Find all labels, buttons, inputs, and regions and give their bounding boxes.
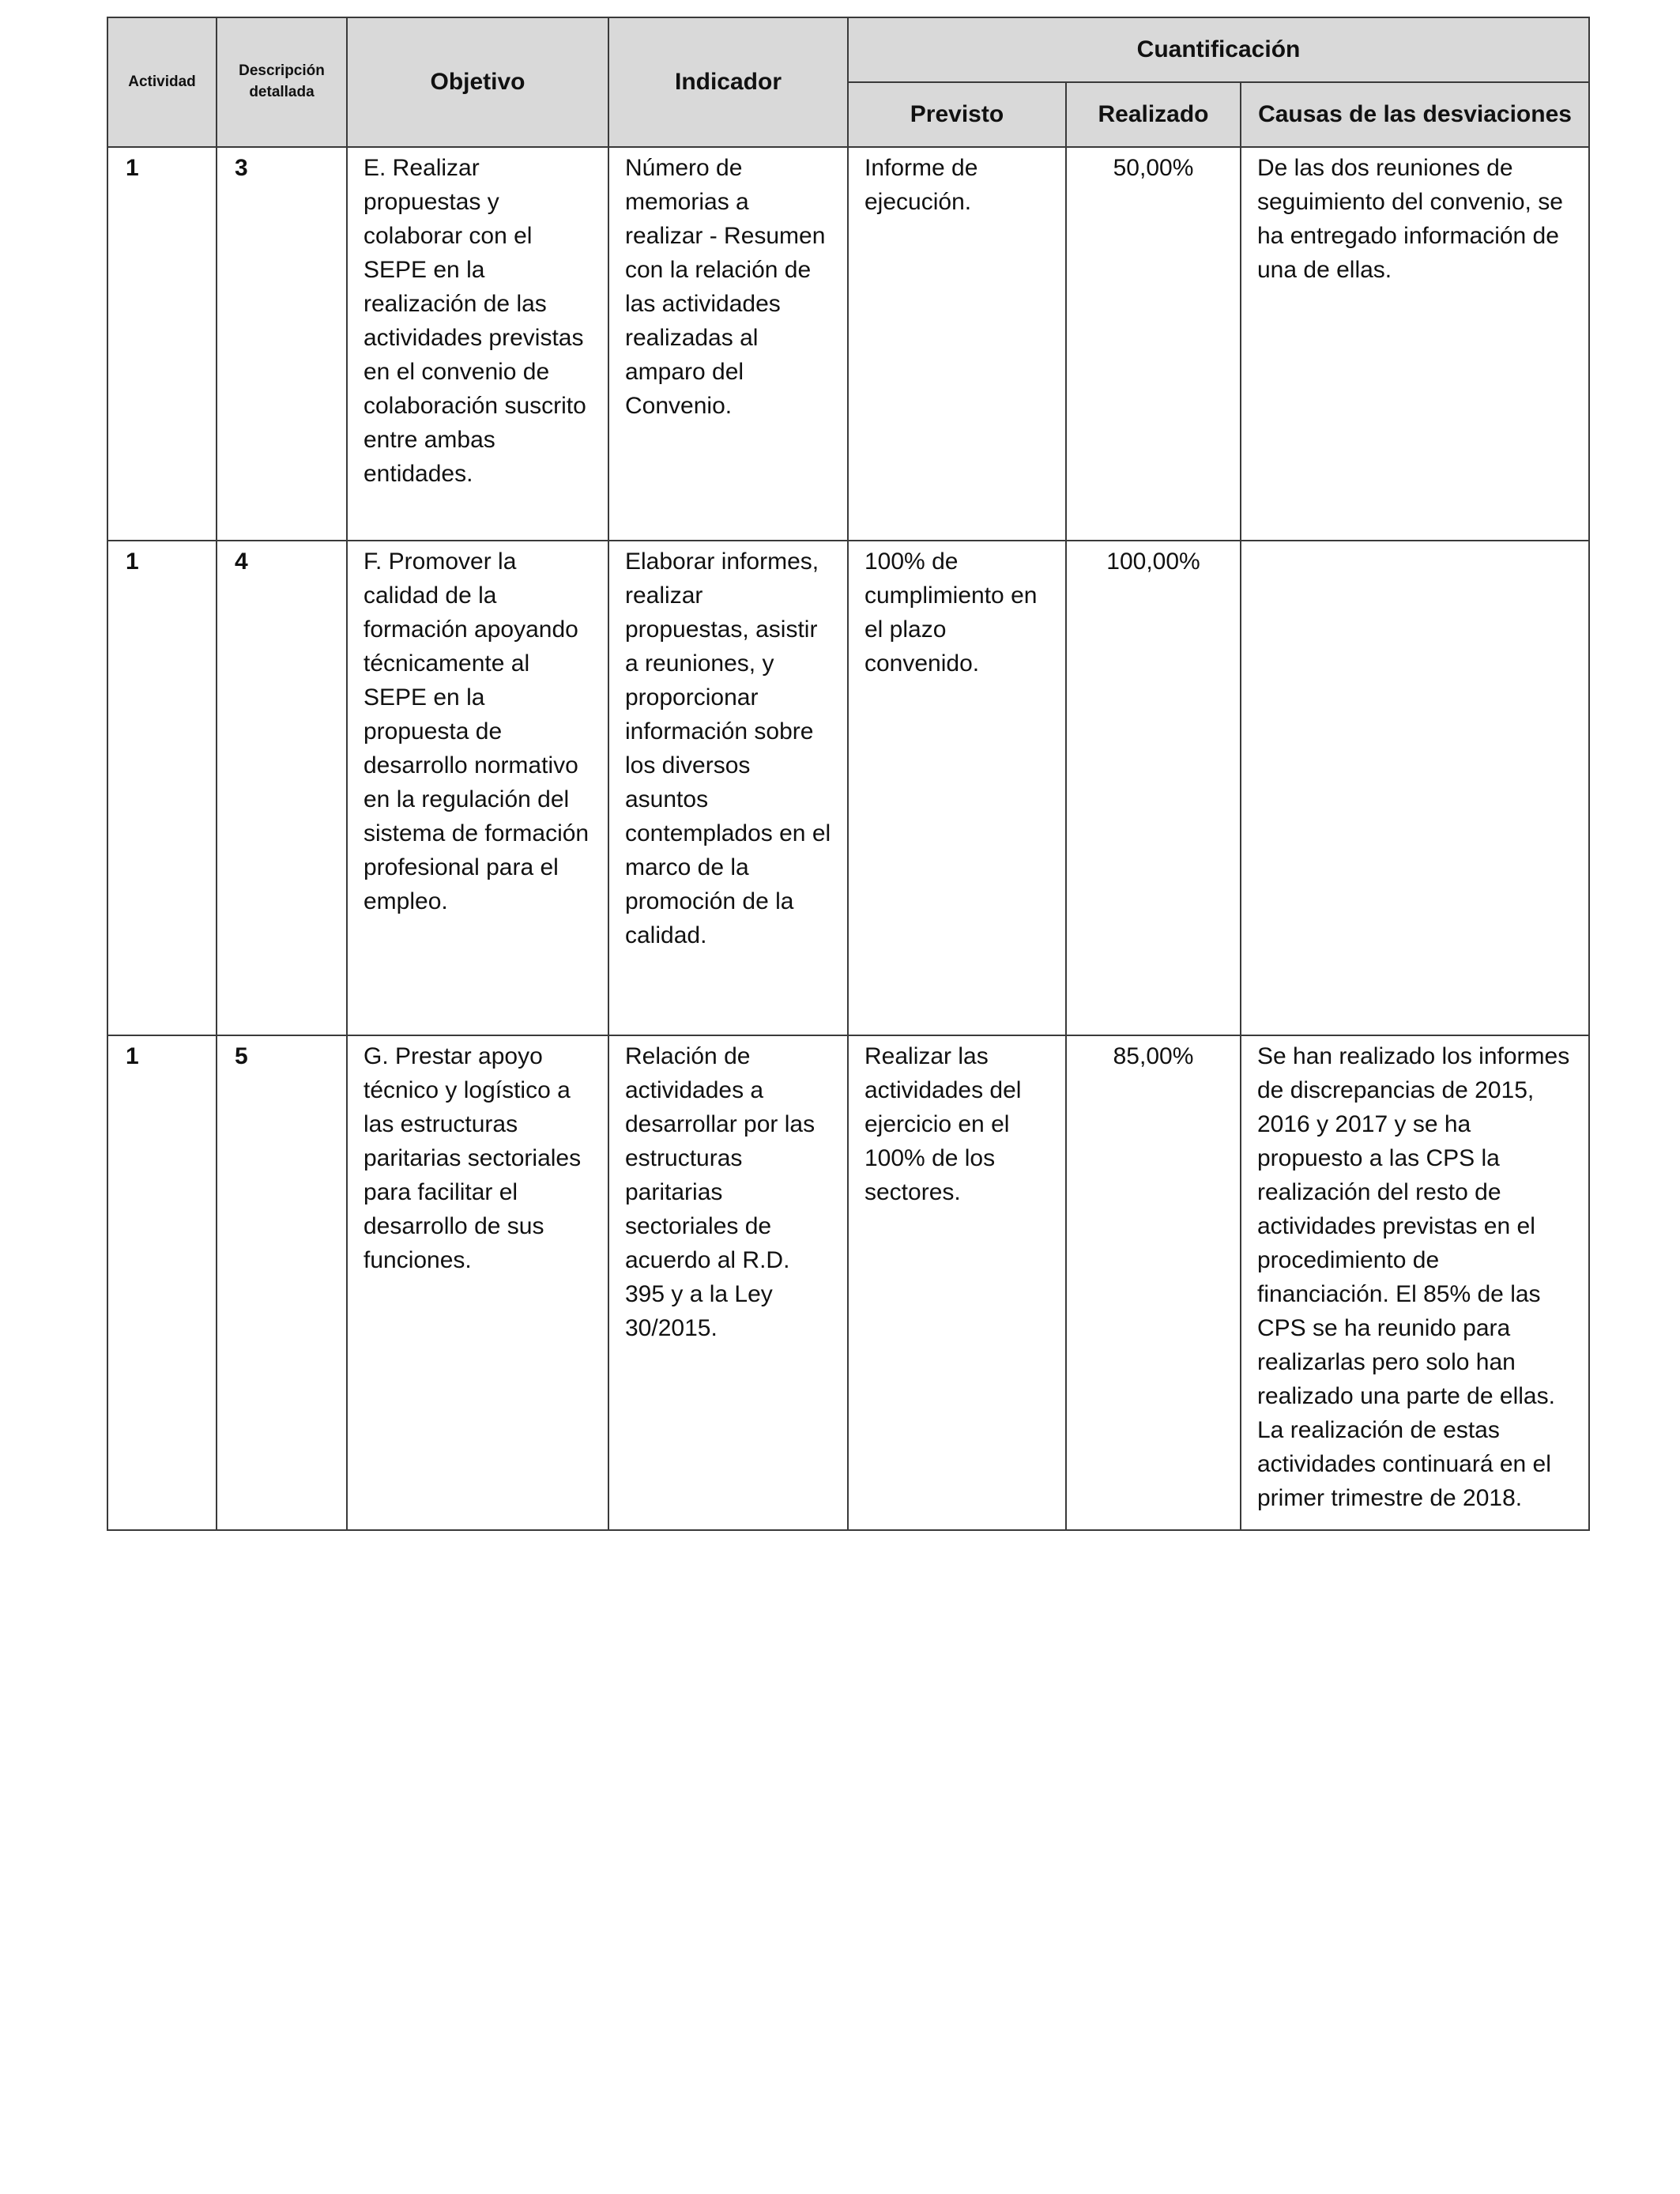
table-row — [107, 541, 1589, 1035]
cell-actividad: 1 — [107, 147, 217, 541]
cell-indicador: Elaborar informes, realizar propuestas, asistir a reuniones, y proporcionar información sobre los diversos asuntos contemplados en el marco de la promoción de la calidad. — [608, 541, 848, 1035]
cell-descripcion: 5 — [217, 1035, 347, 1530]
cell-previsto: Realizar las actividades del ejercicio en el 100% de los sectores. — [848, 1035, 1066, 1530]
table-row — [107, 1035, 1589, 1530]
cell-descripcion: 3 — [217, 147, 347, 541]
cell-causas: Se han realizado los informes de discrepancias de 2015, 2016 y 2017 y se ha propuesto a las CPS la realización del resto de actividades previstas en el procedimiento de financiación. El 85% de las CPS se ha reunido para realizarlas pero solo han realizado una parte de ellas. La realización de estas actividades continuará en el primer trimestre de 2018. — [1241, 1035, 1589, 1530]
cell-actividad: 1 — [107, 541, 217, 1035]
cell-indicador: Número de memorias a realizar - Resumen con la relación de las actividades realizadas al amparo del Convenio. — [608, 147, 848, 541]
activities-table — [107, 17, 1590, 1531]
cell-objetivo: F. Promover la calidad de la formación apoyando técnicamente al SEPE en la propuesta de desarrollo normativo en la regulación del sistema de formación profesional para el empleo. — [347, 541, 608, 1035]
cell-indicador: Relación de actividades a desarrollar por las estructuras paritarias sectoriales de acuerdo al R.D. 395 y a la Ley 30/2015. — [608, 1035, 848, 1530]
cell-realizado: 50,00% — [1066, 147, 1241, 541]
cell-descripcion: 4 — [217, 541, 347, 1035]
header-cuantificacion: Cuantificación — [848, 17, 1589, 82]
cell-objetivo: E. Realizar propuestas y colaborar con el SEPE en la realización de las actividades previstas en el convenio de colaboración suscrito entre ambas entidades. — [347, 147, 608, 541]
cell-actividad: 1 — [107, 1035, 217, 1530]
cell-previsto: Informe de ejecución. — [848, 147, 1066, 541]
cell-objetivo: G. Prestar apoyo técnico y logístico a las estructuras paritarias sectoriales para facilitar el desarrollo de sus funciones. — [347, 1035, 608, 1530]
header-realizado: Realizado — [1066, 82, 1241, 147]
cell-causas: De las dos reuniones de seguimiento del convenio, se ha entregado información de una de ellas. — [1241, 147, 1589, 541]
header-descripcion: Descripción detallada — [217, 17, 347, 147]
header-causas: Causas de las desviaciones — [1241, 82, 1589, 147]
header-objetivo: Objetivo — [347, 17, 608, 147]
header-actividad: Actividad — [107, 17, 217, 147]
cell-previsto: 100% de cumplimiento en el plazo convenido. — [848, 541, 1066, 1035]
cell-causas — [1241, 541, 1589, 1035]
header-indicador: Indicador — [608, 17, 848, 147]
header-row-main — [107, 17, 1589, 82]
cell-realizado: 85,00% — [1066, 1035, 1241, 1530]
cell-realizado: 100,00% — [1066, 541, 1241, 1035]
header-previsto: Previsto — [848, 82, 1066, 147]
table-row — [107, 147, 1589, 541]
